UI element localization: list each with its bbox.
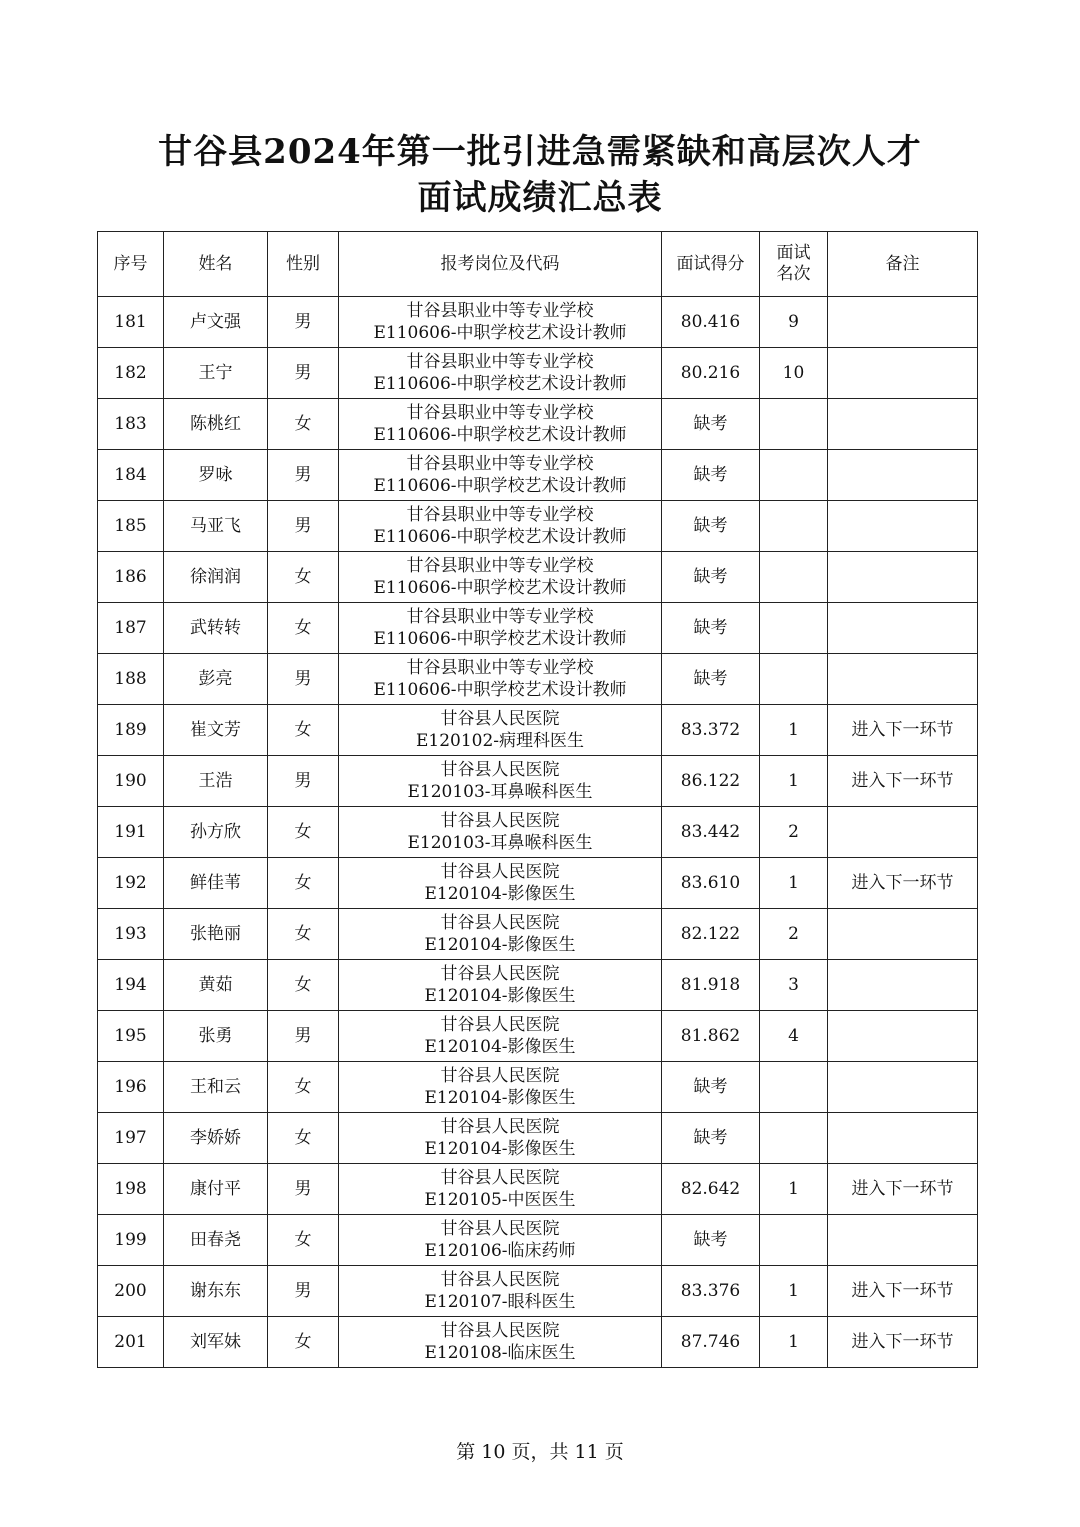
cell-rank bbox=[760, 654, 828, 705]
cell-name: 康付平 bbox=[164, 1164, 268, 1215]
cell-position bbox=[339, 756, 662, 807]
cell-seq: 198 bbox=[98, 1164, 164, 1215]
cell-note bbox=[828, 552, 978, 603]
cell-gender: 女 bbox=[268, 1215, 339, 1266]
header-name: 姓名 bbox=[164, 232, 268, 297]
cell-rank bbox=[760, 603, 828, 654]
cell-position bbox=[339, 960, 662, 1011]
cell-score: 缺考 bbox=[662, 1113, 760, 1164]
page-number: 第 10 页，共 11 页 bbox=[456, 1441, 624, 1463]
cell-rank: 3 bbox=[760, 960, 828, 1011]
table-row bbox=[98, 1215, 978, 1266]
cell-position-unit: 甘谷县人民医院 bbox=[440, 1066, 560, 1086]
cell-rank: 9 bbox=[760, 297, 828, 348]
cell-gender: 男 bbox=[268, 1266, 339, 1317]
cell-position bbox=[339, 1113, 662, 1164]
cell-score: 83.442 bbox=[662, 807, 760, 858]
cell-score: 86.122 bbox=[662, 756, 760, 807]
table-row bbox=[98, 1062, 978, 1113]
cell-note: 进入下一环节 bbox=[828, 705, 978, 756]
table-row bbox=[98, 960, 978, 1011]
cell-position bbox=[339, 501, 662, 552]
cell-position-unit: 甘谷县职业中等专业学校 bbox=[406, 607, 594, 627]
cell-position-unit: 甘谷县人民医院 bbox=[440, 811, 560, 831]
cell-position-post: E110606-中职学校艺术设计教师 bbox=[373, 527, 627, 547]
cell-gender: 男 bbox=[268, 348, 339, 399]
table-row bbox=[98, 1113, 978, 1164]
cell-seq: 196 bbox=[98, 1062, 164, 1113]
cell-position-unit: 甘谷县人民医院 bbox=[440, 1321, 560, 1341]
cell-score: 80.416 bbox=[662, 297, 760, 348]
cell-name: 刘军妹 bbox=[164, 1317, 268, 1368]
cell-position-unit: 甘谷县人民医院 bbox=[440, 913, 560, 933]
cell-name: 李娇娇 bbox=[164, 1113, 268, 1164]
cell-name: 张艳丽 bbox=[164, 909, 268, 960]
cell-name: 鲜佳苇 bbox=[164, 858, 268, 909]
cell-rank: 10 bbox=[760, 348, 828, 399]
header-rank bbox=[760, 232, 828, 297]
table-row bbox=[98, 1011, 978, 1062]
cell-note bbox=[828, 450, 978, 501]
cell-rank: 1 bbox=[760, 705, 828, 756]
table-row bbox=[98, 348, 978, 399]
table-row bbox=[98, 858, 978, 909]
cell-position-unit: 甘谷县人民医院 bbox=[440, 1219, 560, 1239]
cell-rank: 1 bbox=[760, 756, 828, 807]
cell-name: 陈桃红 bbox=[164, 399, 268, 450]
cell-score: 82.642 bbox=[662, 1164, 760, 1215]
cell-name: 王浩 bbox=[164, 756, 268, 807]
cell-position bbox=[339, 1062, 662, 1113]
cell-score: 81.918 bbox=[662, 960, 760, 1011]
cell-gender: 女 bbox=[268, 909, 339, 960]
cell-seq: 200 bbox=[98, 1266, 164, 1317]
cell-gender: 女 bbox=[268, 603, 339, 654]
cell-position-unit: 甘谷县人民医院 bbox=[440, 1015, 560, 1035]
cell-note: 进入下一环节 bbox=[828, 1164, 978, 1215]
cell-name: 谢东东 bbox=[164, 1266, 268, 1317]
cell-name: 徐润润 bbox=[164, 552, 268, 603]
header-rank-line1: 面试 bbox=[776, 243, 811, 263]
cell-position-post: E120104-影像医生 bbox=[424, 935, 576, 955]
cell-gender: 女 bbox=[268, 807, 339, 858]
cell-gender: 男 bbox=[268, 297, 339, 348]
cell-position bbox=[339, 450, 662, 501]
cell-position-post: E110606-中职学校艺术设计教师 bbox=[373, 578, 627, 598]
cell-rank: 1 bbox=[760, 858, 828, 909]
page-title: 甘谷县2024年第一批引进急需紧缺和高层次人才 bbox=[158, 132, 922, 172]
cell-position-post: E110606-中职学校艺术设计教师 bbox=[373, 323, 627, 343]
cell-gender: 男 bbox=[268, 1164, 339, 1215]
table-row bbox=[98, 552, 978, 603]
cell-note: 进入下一环节 bbox=[828, 756, 978, 807]
cell-rank bbox=[760, 399, 828, 450]
cell-seq: 201 bbox=[98, 1317, 164, 1368]
cell-position-post: E120105-中医医生 bbox=[424, 1190, 576, 1210]
cell-position-post: E110606-中职学校艺术设计教师 bbox=[373, 425, 627, 445]
cell-position-post: E110606-中职学校艺术设计教师 bbox=[373, 476, 627, 496]
cell-seq: 188 bbox=[98, 654, 164, 705]
table-row bbox=[98, 705, 978, 756]
cell-position bbox=[339, 654, 662, 705]
cell-score: 缺考 bbox=[662, 450, 760, 501]
cell-seq: 189 bbox=[98, 705, 164, 756]
cell-position-unit: 甘谷县人民医院 bbox=[440, 862, 560, 882]
cell-name: 崔文芳 bbox=[164, 705, 268, 756]
cell-position-post: E120103-耳鼻喉科医生 bbox=[407, 782, 593, 802]
cell-rank bbox=[760, 552, 828, 603]
cell-name: 马亚飞 bbox=[164, 501, 268, 552]
cell-position-post: E110606-中职学校艺术设计教师 bbox=[373, 680, 627, 700]
header-position: 报考岗位及代码 bbox=[339, 232, 662, 297]
cell-position-unit: 甘谷县职业中等专业学校 bbox=[406, 556, 594, 576]
cell-note bbox=[828, 909, 978, 960]
cell-seq: 185 bbox=[98, 501, 164, 552]
cell-seq: 181 bbox=[98, 297, 164, 348]
cell-rank: 1 bbox=[760, 1317, 828, 1368]
cell-name: 王宁 bbox=[164, 348, 268, 399]
cell-score: 缺考 bbox=[662, 501, 760, 552]
cell-name: 罗咏 bbox=[164, 450, 268, 501]
table-row bbox=[98, 399, 978, 450]
cell-score: 82.122 bbox=[662, 909, 760, 960]
cell-position-unit: 甘谷县职业中等专业学校 bbox=[406, 403, 594, 423]
cell-note bbox=[828, 603, 978, 654]
cell-gender: 男 bbox=[268, 501, 339, 552]
cell-rank bbox=[760, 1215, 828, 1266]
table-row bbox=[98, 450, 978, 501]
cell-position-post: E120104-影像医生 bbox=[424, 884, 576, 904]
cell-score: 83.372 bbox=[662, 705, 760, 756]
cell-score: 缺考 bbox=[662, 1215, 760, 1266]
cell-gender: 女 bbox=[268, 858, 339, 909]
cell-name: 孙方欣 bbox=[164, 807, 268, 858]
table-row bbox=[98, 1266, 978, 1317]
page-subtitle: 面试成绩汇总表 bbox=[417, 178, 663, 218]
cell-rank: 1 bbox=[760, 1266, 828, 1317]
cell-position-unit: 甘谷县职业中等专业学校 bbox=[406, 454, 594, 474]
cell-position bbox=[339, 807, 662, 858]
cell-position-unit: 甘谷县职业中等专业学校 bbox=[406, 301, 594, 321]
cell-position bbox=[339, 1266, 662, 1317]
cell-position-unit: 甘谷县人民医院 bbox=[440, 964, 560, 984]
table-row bbox=[98, 909, 978, 960]
cell-position-post: E110606-中职学校艺术设计教师 bbox=[373, 629, 627, 649]
cell-score: 缺考 bbox=[662, 399, 760, 450]
cell-gender: 男 bbox=[268, 756, 339, 807]
cell-note: 进入下一环节 bbox=[828, 1266, 978, 1317]
cell-gender: 女 bbox=[268, 1062, 339, 1113]
table-row bbox=[98, 501, 978, 552]
table-row bbox=[98, 1317, 978, 1368]
cell-note bbox=[828, 654, 978, 705]
cell-position bbox=[339, 1011, 662, 1062]
cell-position-post: E120104-影像医生 bbox=[424, 986, 576, 1006]
cell-seq: 199 bbox=[98, 1215, 164, 1266]
cell-seq: 191 bbox=[98, 807, 164, 858]
header-seq: 序号 bbox=[98, 232, 164, 297]
cell-score: 80.216 bbox=[662, 348, 760, 399]
cell-rank: 2 bbox=[760, 807, 828, 858]
cell-score: 83.376 bbox=[662, 1266, 760, 1317]
cell-position bbox=[339, 909, 662, 960]
cell-gender: 女 bbox=[268, 399, 339, 450]
cell-seq: 186 bbox=[98, 552, 164, 603]
cell-note bbox=[828, 807, 978, 858]
cell-note bbox=[828, 297, 978, 348]
cell-position bbox=[339, 858, 662, 909]
cell-gender: 女 bbox=[268, 552, 339, 603]
cell-position bbox=[339, 399, 662, 450]
cell-position-post: E120107-眼科医生 bbox=[424, 1292, 576, 1312]
cell-score: 81.862 bbox=[662, 1011, 760, 1062]
cell-name: 张勇 bbox=[164, 1011, 268, 1062]
cell-name: 王和云 bbox=[164, 1062, 268, 1113]
table-header-row bbox=[98, 232, 978, 297]
table-row bbox=[98, 603, 978, 654]
table-row bbox=[98, 756, 978, 807]
cell-position bbox=[339, 552, 662, 603]
cell-note: 进入下一环节 bbox=[828, 1317, 978, 1368]
cell-position bbox=[339, 603, 662, 654]
table-row bbox=[98, 654, 978, 705]
header-rank-line2: 名次 bbox=[776, 264, 811, 284]
results-table bbox=[97, 231, 978, 1368]
cell-name: 田春尧 bbox=[164, 1215, 268, 1266]
cell-position-post: E120104-影像医生 bbox=[424, 1088, 576, 1108]
cell-position-unit: 甘谷县人民医院 bbox=[440, 1117, 560, 1137]
cell-score: 缺考 bbox=[662, 603, 760, 654]
cell-rank bbox=[760, 450, 828, 501]
cell-gender: 女 bbox=[268, 960, 339, 1011]
cell-note bbox=[828, 1113, 978, 1164]
table-row bbox=[98, 807, 978, 858]
cell-position bbox=[339, 348, 662, 399]
cell-gender: 女 bbox=[268, 705, 339, 756]
cell-note bbox=[828, 1062, 978, 1113]
cell-rank bbox=[760, 501, 828, 552]
cell-position bbox=[339, 297, 662, 348]
cell-name: 武转转 bbox=[164, 603, 268, 654]
cell-position-unit: 甘谷县人民医院 bbox=[440, 760, 560, 780]
cell-position-unit: 甘谷县人民医院 bbox=[440, 1168, 560, 1188]
header-score: 面试得分 bbox=[662, 232, 760, 297]
cell-score: 缺考 bbox=[662, 552, 760, 603]
cell-score: 缺考 bbox=[662, 654, 760, 705]
header-note: 备注 bbox=[828, 232, 978, 297]
cell-gender: 男 bbox=[268, 450, 339, 501]
cell-rank bbox=[760, 1062, 828, 1113]
cell-position-unit: 甘谷县人民医院 bbox=[440, 709, 560, 729]
cell-score: 87.746 bbox=[662, 1317, 760, 1368]
cell-position-unit: 甘谷县职业中等专业学校 bbox=[406, 352, 594, 372]
cell-note: 进入下一环节 bbox=[828, 858, 978, 909]
cell-seq: 182 bbox=[98, 348, 164, 399]
cell-note bbox=[828, 399, 978, 450]
cell-position bbox=[339, 1215, 662, 1266]
cell-position-post: E110606-中职学校艺术设计教师 bbox=[373, 374, 627, 394]
cell-seq: 194 bbox=[98, 960, 164, 1011]
cell-note bbox=[828, 1215, 978, 1266]
cell-seq: 183 bbox=[98, 399, 164, 450]
cell-position-post: E120106-临床药师 bbox=[424, 1241, 576, 1261]
cell-rank: 4 bbox=[760, 1011, 828, 1062]
cell-seq: 197 bbox=[98, 1113, 164, 1164]
cell-name: 黄茹 bbox=[164, 960, 268, 1011]
cell-position-post: E120102-病理科医生 bbox=[415, 731, 585, 751]
table-row bbox=[98, 1164, 978, 1215]
cell-seq: 190 bbox=[98, 756, 164, 807]
cell-position-unit: 甘谷县职业中等专业学校 bbox=[406, 505, 594, 525]
cell-position-post: E120103-耳鼻喉科医生 bbox=[407, 833, 593, 853]
cell-position-post: E120104-影像医生 bbox=[424, 1037, 576, 1057]
cell-position bbox=[339, 705, 662, 756]
cell-rank: 1 bbox=[760, 1164, 828, 1215]
cell-gender: 男 bbox=[268, 1011, 339, 1062]
cell-position bbox=[339, 1164, 662, 1215]
cell-score: 83.610 bbox=[662, 858, 760, 909]
cell-note bbox=[828, 501, 978, 552]
cell-name: 卢文强 bbox=[164, 297, 268, 348]
cell-position bbox=[339, 1317, 662, 1368]
cell-note bbox=[828, 960, 978, 1011]
cell-position-unit: 甘谷县人民医院 bbox=[440, 1270, 560, 1290]
cell-gender: 女 bbox=[268, 1317, 339, 1368]
cell-seq: 184 bbox=[98, 450, 164, 501]
cell-gender: 男 bbox=[268, 654, 339, 705]
cell-seq: 187 bbox=[98, 603, 164, 654]
cell-gender: 女 bbox=[268, 1113, 339, 1164]
cell-note bbox=[828, 1011, 978, 1062]
cell-seq: 195 bbox=[98, 1011, 164, 1062]
cell-seq: 193 bbox=[98, 909, 164, 960]
cell-rank: 2 bbox=[760, 909, 828, 960]
cell-position-unit: 甘谷县职业中等专业学校 bbox=[406, 658, 594, 678]
cell-position-post: E120104-影像医生 bbox=[424, 1139, 576, 1159]
cell-note bbox=[828, 348, 978, 399]
table-row bbox=[98, 297, 978, 348]
cell-position-post: E120108-临床医生 bbox=[424, 1343, 576, 1363]
cell-name: 彭亮 bbox=[164, 654, 268, 705]
cell-rank bbox=[760, 1113, 828, 1164]
cell-seq: 192 bbox=[98, 858, 164, 909]
header-gender: 性别 bbox=[268, 232, 339, 297]
cell-score: 缺考 bbox=[662, 1062, 760, 1113]
